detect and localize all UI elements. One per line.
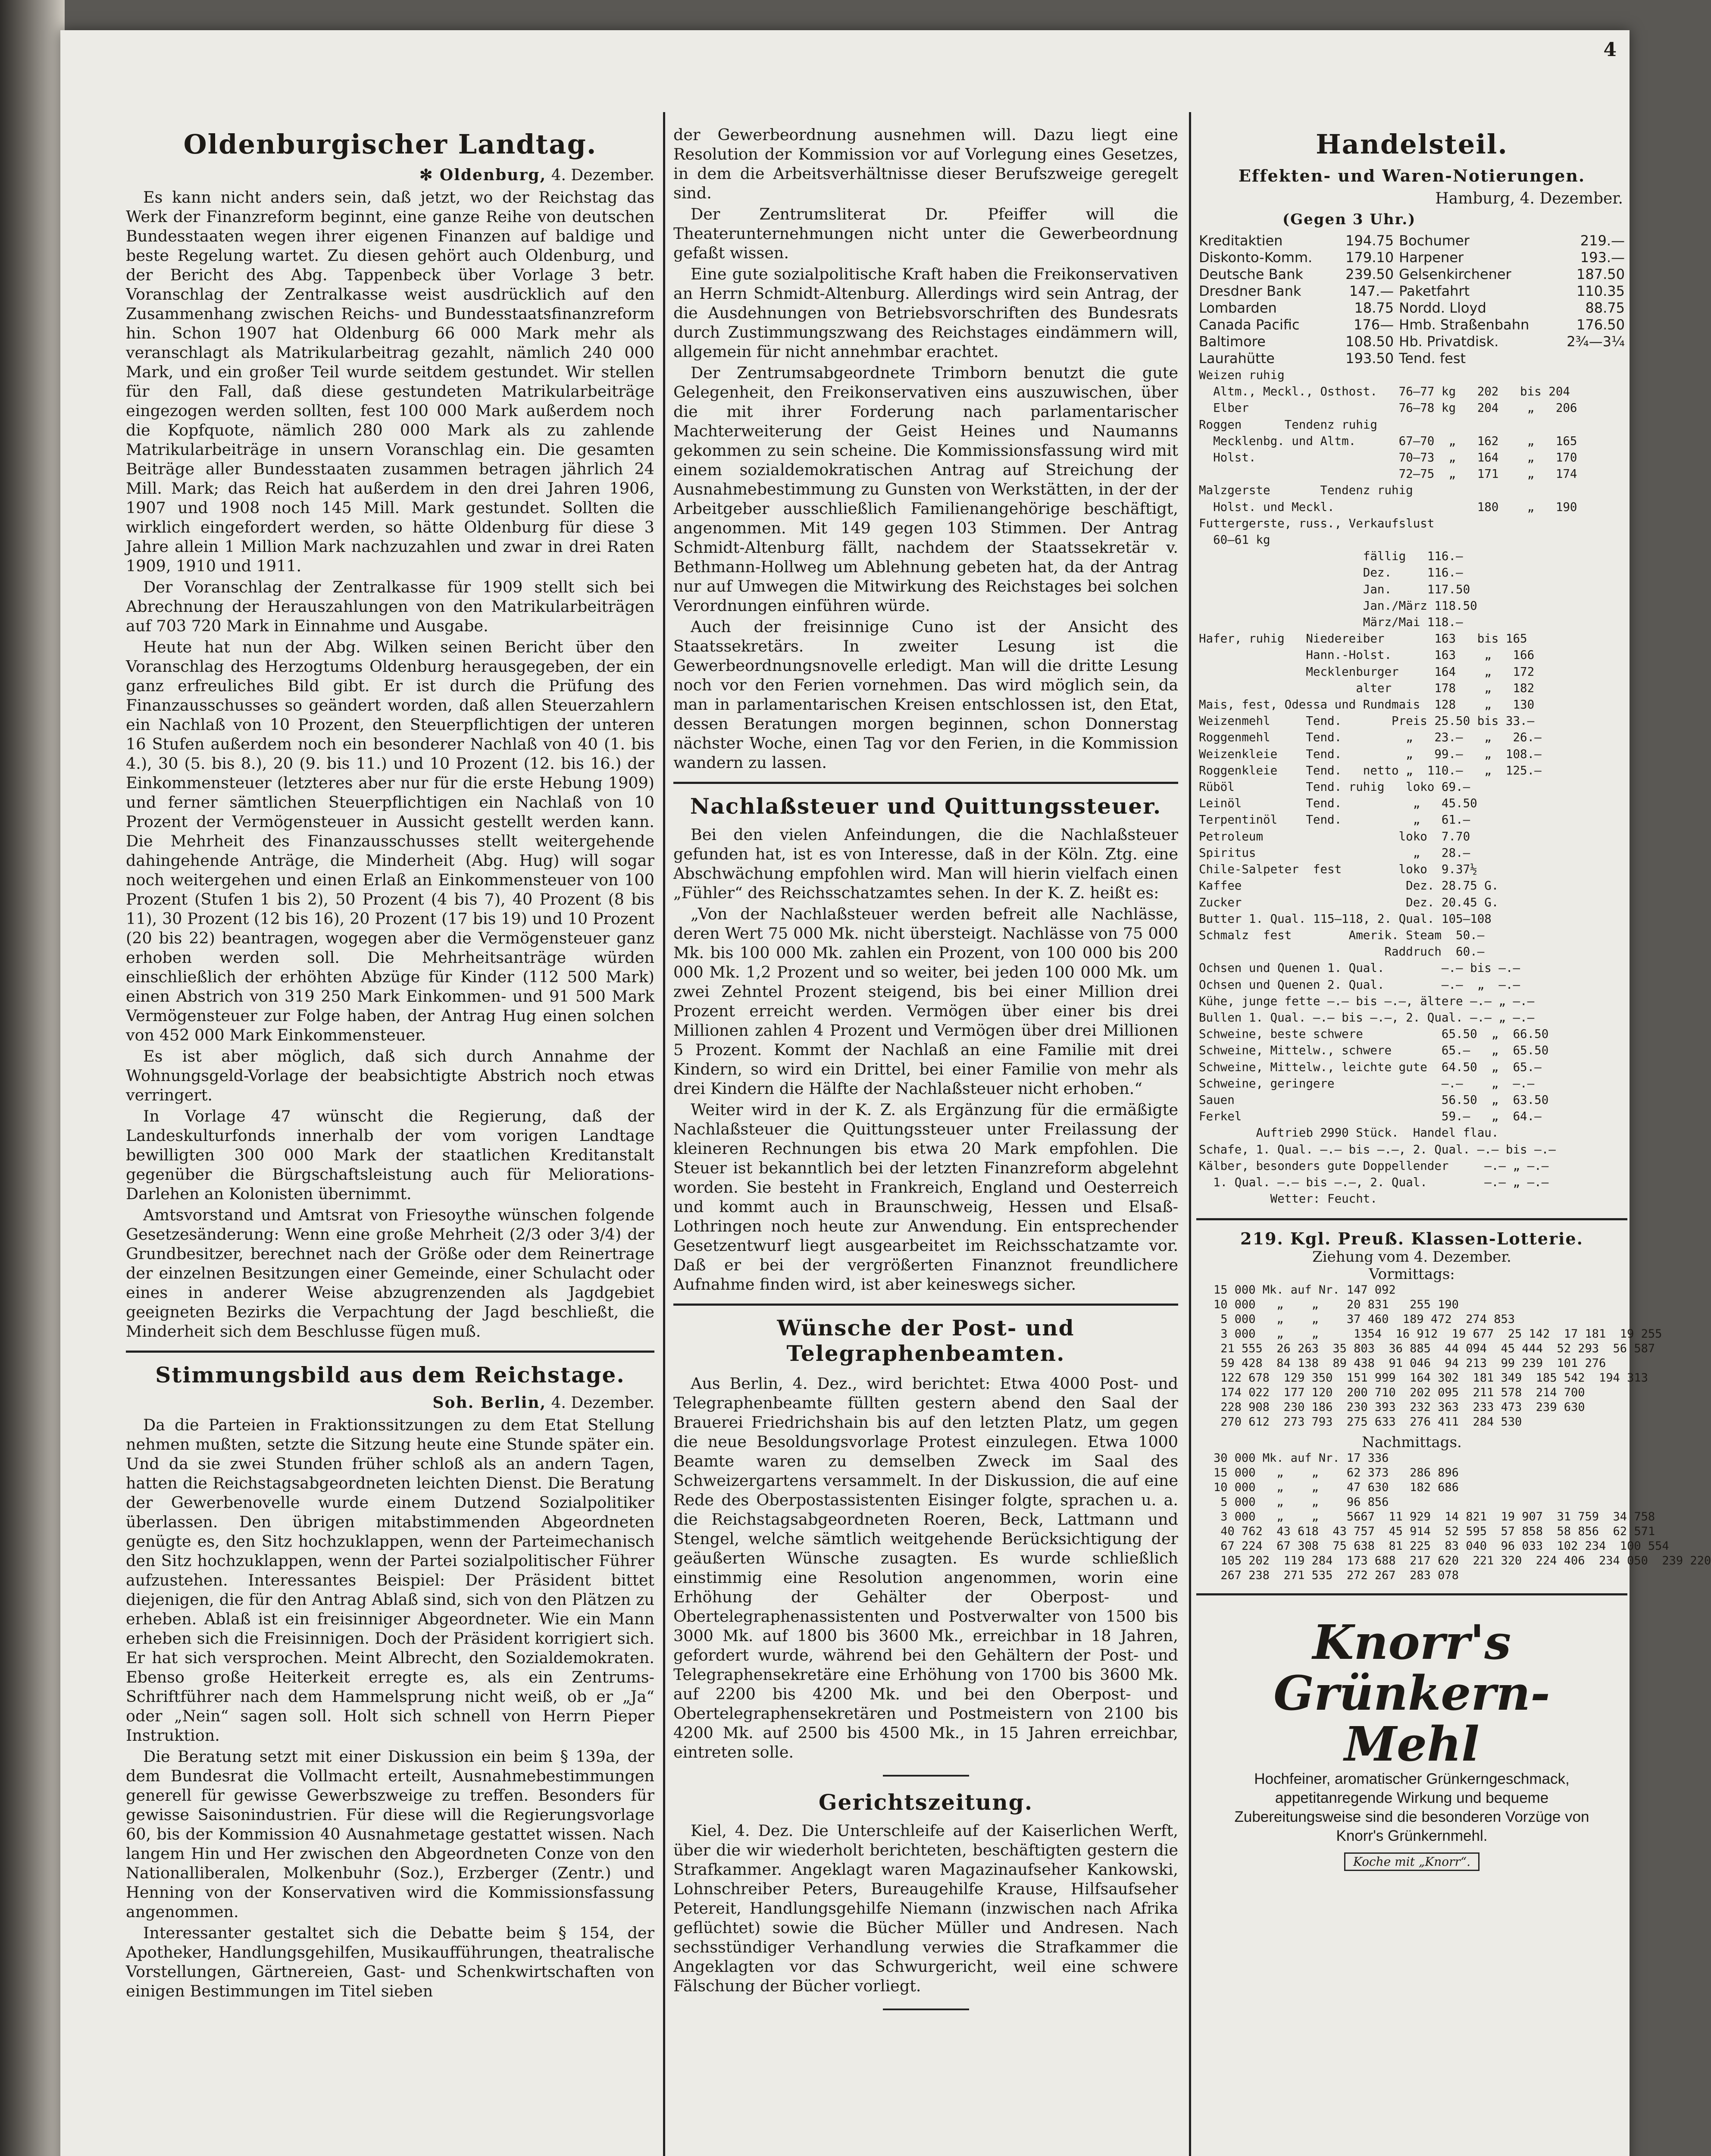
table-row xyxy=(1196,232,1627,249)
section-title-handelsteil: Handelsteil. xyxy=(1316,128,1508,160)
paragraph: Amtsvorstand und Amtsrat von Friesoythe wünschen folgende Gesetzesänderung: Wenn eine große Mehrheit (2/3 oder 3/4) der Grundbesitzer, berechnet nach der Größe oder dem Reinertrage der einzelnen Besitzungen einer Gemeinde, einer Schulacht oder eines in anderer Weise abzugrenzenden als Jagdgebiet geeigneten Bezirks die Verpachtung der Jagd beschließt, die Minderheit sich dem Beschlusse fügen muß. xyxy=(126,1206,654,1341)
table-row xyxy=(1196,350,1627,367)
commodity-line: Bullen 1. Qual. —.— bis —.—, 2. Qual. —.— „ —.— xyxy=(1199,1010,1535,1025)
stock-name: Nordd. Lloyd xyxy=(1399,300,1486,316)
stock-price: 193.50 xyxy=(1345,350,1394,367)
commodity-line: Butter 1. Qual. 115—118, 2. Qual. 105—108 xyxy=(1199,912,1492,926)
table-row xyxy=(1196,300,1627,317)
ad-logo-line: Knorr's xyxy=(1312,1614,1511,1670)
stock-name: Hb. Privatdisk. xyxy=(1399,333,1499,350)
stock-name: Laurahütte xyxy=(1199,350,1275,367)
short-rule xyxy=(883,1775,969,1777)
lottery-subtitle: Ziehung vom 4. Dezember. xyxy=(1312,1248,1511,1266)
commodity-line: Sauen 56.50 „ 63.50 xyxy=(1199,1093,1549,1107)
commodity-line: Kälber, besonders gute Doppellender —.— „ —.— xyxy=(1199,1159,1549,1173)
stock-name: Deutsche Bank xyxy=(1199,266,1303,282)
commodity-line: Hann.-Holst. 163 „ 166 xyxy=(1199,648,1535,662)
knorr-advertisement xyxy=(1214,1614,1610,1871)
commodity-line: Hafer, ruhig Niedereiber 163 bis 165 xyxy=(1199,632,1527,646)
stock-price: 147.— xyxy=(1349,283,1394,299)
stock-name: Dresdner Bank xyxy=(1199,283,1301,299)
commodity-line: Ochsen und Quenen 2. Qual. —.— „ —.— xyxy=(1199,978,1520,992)
commodity-list xyxy=(1196,367,1627,1207)
commodity-line: Altm., Meckl., Osthost. 76—77 kg 202 bis 204 xyxy=(1199,385,1570,399)
stock-price xyxy=(1554,350,1627,367)
article-separator xyxy=(126,1351,654,1353)
dateline-place: Soh. Berlin, xyxy=(432,1394,547,1412)
stock-price: 108.50 xyxy=(1345,333,1394,350)
section-separator xyxy=(1196,1218,1627,1220)
stock-name: Tend. fest xyxy=(1399,350,1466,367)
stock-name: Canada Pacific xyxy=(1199,317,1300,333)
stock-price: 176.50 xyxy=(1576,317,1625,333)
table-row xyxy=(1196,249,1627,266)
lottery-afternoon-heading: Nachmittags. xyxy=(1362,1434,1462,1451)
commodity-line: Kaffee Dez. 28.75 G. xyxy=(1199,879,1499,893)
paragraph: Aus Berlin, 4. Dez., wird berichtet: Etwa 4000 Post- und Telegraphenbeamte füllten gestern abend den Saal der Brauerei Friedrichshain bis auf den letzten Platz, um gegen die neue Besoldungsvorlage Protest einzulegen. Etwa 1000 Beamte waren zu demselben Zweck im Saal des Schweizergartens versammelt. In der Diskussion, die auf eine Rede des Oberpostassistenten Eisinger folgte, sprachen u. a. die Reichstagsabgeordneten Roeren, Beck, Lattmann und Stengel, welche sämtlich weitgehende Berücksichtigung der geäußerten Wünsche zusagten. Es wurde schließlich einstimmig eine Resolution angenommen, worin eine Erhöhung der Gehälter der Oberpost- und Obertelegraphenassistenten und Postverwalter von 1500 bis 3000 Mk. auf 1800 bis 3600 Mk., erreichbar in 18 Jahren, gefordert wurde, während bei den Gehältern der Post- und Telegraphensekretäre eine Erhöhung von 1700 bis 3600 Mk. auf 2200 bis 4200 Mk. und bei den Oberpost- und Obertelegraphensekretären und Postmeistern von 2100 bis 4200 Mk. auf 2500 bis 4500 Mk., in 15 Jahren erreichbar, eintreten solle. xyxy=(673,1374,1178,1761)
commodity-line: Schweine, geringere —.— „ —.— xyxy=(1199,1076,1535,1091)
commodity-line: Ferkel 59.— „ 64.— xyxy=(1199,1109,1542,1124)
commodity-line: alter 178 „ 182 xyxy=(1199,681,1535,695)
stock-name: Kreditaktien xyxy=(1199,232,1283,249)
stock-price: 193.— xyxy=(1580,249,1625,266)
commodity-line: Schweine, beste schwere 65.50 „ 66.50 xyxy=(1199,1027,1549,1041)
commodity-line: Holst. 70—73 „ 164 „ 170 xyxy=(1199,451,1577,465)
column-2 xyxy=(664,125,1188,2023)
commodity-line: 72—75 „ 171 „ 174 xyxy=(1199,467,1577,481)
commodity-line: Kühe, junge fette —.— bis —.—, ältere —.— „ —.— xyxy=(1199,994,1535,1008)
commodity-line: Rüböl Tend. ruhig loko 69.— xyxy=(1199,780,1470,794)
stock-price: 194.75 xyxy=(1345,232,1394,249)
paragraph: Kiel, 4. Dez. Die Unterschleife auf der Kaiserlichen Werft, über die wir wiederholt berichteten, beschäftigten gestern die Strafkammer. Angeklagt waren Magazinaufseher Kankowski, Lohnschreiber Peters, Bureaugehilfe Krause, Hilfsaufseher Petereit, Handlungsgehilfe Niemann (inzwischen nach Afrika geflüchtet) sowie die Bücher Müller und Andresen. Nach sechsstündiger Verhandlung verwies die Strafkammer die Angeklagten vor das Schwurgericht, weil eine schwere Fälschung der Bücher vorliegt. xyxy=(673,1821,1178,1995)
stock-price: 187.50 xyxy=(1576,266,1625,282)
page-number: 4 xyxy=(1603,39,1617,61)
stock-price: 176— xyxy=(1354,317,1394,333)
dateline-date: 4. Dezember. xyxy=(551,166,654,184)
stock-name: Diskonto-Komm. xyxy=(1199,249,1313,266)
commodity-line: Weizenkleie Tend. „ 99.— „ 108.— xyxy=(1199,747,1542,761)
stock-price: 239.50 xyxy=(1345,266,1394,282)
ad-stamp: Koche mit „Knorr“. xyxy=(1344,1852,1480,1871)
commodity-line: fällig 116.— xyxy=(1199,549,1463,564)
dateline-landtag xyxy=(126,166,654,184)
lottery-title: 219. Kgl. Preuß. Klassen-Lotterie. xyxy=(1240,1229,1583,1249)
stock-name: Gelsenkirchener xyxy=(1399,266,1511,282)
article-title-post xyxy=(673,1315,1178,1366)
stock-price: 110.35 xyxy=(1576,283,1625,299)
lottery-morning-heading: Vormittags: xyxy=(1369,1266,1455,1283)
commodity-line: März/Mai 118.— xyxy=(1199,615,1463,630)
commodity-line: Petroleum loko 7.70 xyxy=(1199,829,1470,843)
paragraph: Der Zentrumsabgeordnete Trimborn benutzt die gute Gelegenheit, den Freikonservativen eins auszuwischen, über die mit ihrer Forderung nach parlamentarischer Machterweiterung der Geist Heines und Naumanns gekommen zu sein scheine. Die Kommissionsfassung wird mit einem sozialdemokratischen Antrag auf Streichung der Ausnahmebestimmung zu Gunsten von Werkstätten, in der der Arbeitgeber ausschließlich Familienangehörige beschäftigt, angenommen. Mit 149 gegen 103 Stimmen. Der Antrag Schmidt-Altenburg fällt, nachdem der Staatssekretär v. Bethmann-Hollweg um Ablehnung gebeten hat, da der Antrag nur auf Umwegen die Mitwirkung des Reichstages bei solchen Verordnungen einführen würde. xyxy=(673,364,1178,615)
commodity-line: Mecklenburger 164 „ 172 xyxy=(1199,664,1535,679)
commodity-line: Wetter: Feucht. xyxy=(1199,1192,1377,1206)
commodity-line: Jan. 117.50 xyxy=(1199,582,1470,596)
table-row xyxy=(1196,333,1627,350)
stock-name: Hmb. Straßenbahn xyxy=(1399,317,1530,333)
stock-name: Bochumer xyxy=(1399,232,1470,249)
commodity-line: Leinöl Tend. „ 45.50 xyxy=(1199,796,1477,811)
dateline-date: 4. Dezember. xyxy=(551,1394,654,1412)
commodity-line: Mais, fest, Odessa und Rundmais 128 „ 130 xyxy=(1199,698,1535,712)
table-row xyxy=(1196,266,1627,283)
ad-logo-line: Mehl xyxy=(1344,1716,1480,1772)
article-separator xyxy=(673,782,1178,784)
paragraph: Interessanter gestaltet sich die Debatte beim § 154, der Apotheker, Handlungsgehilfen, Musikaufführungen, theatralische Vorstellungen, Gärtnereien, Gast- und Schenkwirtschaften von einigen Bestimmungen im Titel sieben xyxy=(126,1924,654,2000)
commodity-line: Schweine, Mittelw., leichte gute 64.50 „ 65.— xyxy=(1199,1060,1542,1074)
paragraph: Heute hat nun der Abg. Wilken seinen Bericht über den Voranschlag des Herzogtums Oldenburg herausgegeben, der ein ganz erfreuliches Bild gibt. Er ist durch die Prüfung des Finanzausschusses so geändert worden, daß allen Steuerzahlern ein Nachlaß von 10 Prozent, den Steuerpflichtigen der unteren 16 Stufen außerdem noch ein besonderer Nachlaß von 40 (1. bis 4.), 30 (5. bis 8.), 20 (9. bis 11.) und 10 Prozent (12. bis 16.) der Einkommensteuer (letzteres aber nur für die erste Hebung 1909) und ferner sämtlichen Steuerpflichtigen ein Nachlaß von 10 Prozent der Vermögensteuer in Aussicht gestellt werden kann. Die Mehrheit des Finanzausschusses stellt weitergehende dahingehende Anträge, die Minderheit (Abg. Hug) will sogar noch weitergehen und einen Erlaß an Einkommensteuer von 100 Prozent (Stufen 1 bis 2), 50 Prozent (4 bis 7), 40 Prozent (8 bis 11), 30 Prozent (12 bis 16), 20 Prozent (17 bis 19) und 10 Prozent (20 bis 22) beantragen, wogegen aber die Vermögensteuer ganz erhoben werden soll. Die Mehrheitsanträge würden einschließlich der erhöhten Abzüge für Kinder (112 500 Mark) einen Abstrich von 319 250 Mark Einkommen- und 91 500 Mark Vermögensteuer zur Folge haben, der Antrag Hug einen solchen von 452 000 Mark Einkommensteuer. xyxy=(126,638,654,1044)
paragraph: Bei den vielen Anfeindungen, die die Nachlaßsteuer gefunden hat, ist es von Interesse, daß in der Köln. Ztg. eine Abschwächung empfohlen wird. Man will hierin vielfach einen „Fühler“ des Reichsschatzamtes sehen. In der K. Z. heißt es: xyxy=(673,825,1178,902)
commodity-line: Roggenkleie Tend. netto „ 110.— „ 125.— xyxy=(1199,763,1542,777)
commodity-line: Weizenmehl Tend. Preis 25.50 bis 33.— xyxy=(1199,714,1535,728)
title-line: Wünsche der Post- und xyxy=(777,1315,1075,1341)
paragraph: In Vorlage 47 wünscht die Regierung, daß der Landeskulturfonds innerhalb der vom vorigen Landtage bewilligten 300 000 Mark der staatlichen Kreditanstalt gegenüber die Bürgschaftsleistung auch für Meliorations-Darlehen an Kolonisten übernimmt. xyxy=(126,1107,654,1203)
market-dateline: Hamburg, 4. Dezember. xyxy=(1435,190,1623,207)
commodity-line: Roggenmehl Tend. „ 23.— „ 26.— xyxy=(1199,730,1542,745)
stock-price: 2¾—3¼ xyxy=(1567,333,1625,350)
stock-name: Paketfahrt xyxy=(1399,283,1470,299)
lottery-morning-numbers: 15 000 Mk. auf Nr. 147 092 10 000 „ „ 20 831 255 190 5 000 „ „ 37 460 189 472 274 853 3 000 „ „ 1354 16 912 19 677 25 142 17 181 19 255 21 555 26 263 35 803 36 885 44 094 45 444 52 293 56 587 59 428 84 138 89 438 91 046 94 213 99 239 101 276 122 678 129 350 151 999 164 302 181 349 185 542 194 313 174 022 177 120 200 710 202 095 211 578 214 700 228 908 230 186 230 393 232 363 233 473 239 630 270 612 273 793 275 633 276 411 284 530 xyxy=(1214,1283,1662,1429)
stock-price: 219.— xyxy=(1580,232,1625,249)
commodity-line: Weizen ruhig xyxy=(1199,368,1285,382)
lottery-afternoon-numbers: 30 000 Mk. auf Nr. 17 336 15 000 „ „ 62 373 286 896 10 000 „ „ 47 630 182 686 5 000 „ „ 96 856 3 000 „ „ 5667 11 929 14 821 19 907 31 759 34 758 40 762 43 618 43 757 45 914 52 595 57 858 58 856 62 571 67 224 67 308 75 638 81 225 83 040 96 033 102 234 100 554 105 202 119 284 173 688 217 620 221 320 224 406 234 050 239 220 267 238 271 535 272 267 283 078 xyxy=(1214,1451,1711,1583)
article-title-reichstag: Stimmungsbild aus dem Reichstage. xyxy=(155,1362,625,1388)
commodity-line: Chile-Salpeter fest loko 9.37½ xyxy=(1199,862,1477,877)
stock-name: Lombarden xyxy=(1199,300,1277,316)
commodity-line: Raddruch 60.— xyxy=(1199,945,1485,959)
article-title-gericht: Gerichtszeitung. xyxy=(818,1789,1033,1815)
commodity-line: Schweine, Mittelw., schwere 65.— „ 65.50 xyxy=(1199,1044,1549,1058)
commodity-line: Futtergerste, russ., Verkaufslust xyxy=(1199,516,1435,530)
article-title-nachlass: Nachlaßsteuer und Quittungssteuer. xyxy=(690,793,1162,819)
section-separator xyxy=(1196,1593,1627,1595)
column-rule-right xyxy=(1189,112,1191,2156)
column-3 xyxy=(1196,125,1711,1871)
stock-table xyxy=(1196,232,1627,367)
commodity-line: 60—61 kg xyxy=(1199,533,1270,547)
commodity-line: Elber 76—78 kg 204 „ 206 xyxy=(1199,401,1577,415)
commodity-line: Malzgerste Tendenz ruhig xyxy=(1199,483,1413,498)
paragraph: Der Zentrumsliterat Dr. Pfeiffer will die Theaterunternehmungen nicht unter die Gewerbeordnung gefaßt wissen. xyxy=(673,205,1178,262)
paragraph: Es ist aber möglich, daß sich durch Annahme der Wohnungsgeld-Vorlage der beabsichtigte Abstrich noch etwas verringert. xyxy=(126,1047,654,1104)
commodity-line: Auftrieb 2990 Stück. Handel flau. xyxy=(1199,1126,1499,1140)
section-subtitle: Effekten- und Waren-Notierungen. xyxy=(1238,166,1586,185)
paragraph: Da die Parteien in Fraktionssitzungen zu dem Etat Stellung nehmen mußten, setzte die Sitzung heute eine Stunde später ein. Und da sie zwei Stunden früher schloß als an andern Tagen, hatten die Reichstagsabgeordneten leichten Dienst. Die Beratung der Gewerbenovelle wurde einem Dutzend Sozialpolitiker überlassen. Den übrigen mitabstimmenden Abgeordneten genügte es, den Sitz hochzuklappen, wenn der Parteimechanisch den Sitz hochzuklappen, wenn der Partei sozialpolitischer Führer aufzustehen. Interessantes Beispiel: Der Präsident bittet diejenigen, die für den Antrag Ablaß sind, sich von den Plätzen zu erheben. Ablaß ist ein freisinniger Abgeordneter. Wie ein Mann erheben sich die Freisinnigen. Doch der Präsident korrigiert sich. Er hat sich versprochen. Meint Albrecht, den Sozialdemokraten. Ebenso große Heiterkeit erregte es, als ein Zentrums-Schriftführer nach dem Hammelsprung nicht weiß, ob er „Ja“ oder „Nein“ sagen soll. Holt sich schnell von Herrn Pieper Instruktion. xyxy=(126,1416,654,1745)
ad-logo xyxy=(1214,1614,1610,1772)
commodity-line: Terpentinöl Tend. „ 61.— xyxy=(1199,813,1470,827)
stock-price: 18.75 xyxy=(1354,300,1394,316)
commodity-line: Roggen Tendenz ruhig xyxy=(1199,417,1377,432)
newspaper-page xyxy=(60,30,1711,2156)
book-spine xyxy=(0,0,65,2156)
commodity-line: Schmalz fest Amerik. Steam 50.— xyxy=(1199,928,1485,942)
commodity-line: Dez. 116.— xyxy=(1199,566,1463,580)
stock-price: 179.10 xyxy=(1345,249,1394,266)
stock-price: 88.75 xyxy=(1585,300,1625,316)
commodity-line: Zucker Dez. 20.45 G. xyxy=(1199,895,1499,909)
title-line: Telegraphenbeamten. xyxy=(786,1341,1065,1366)
commodity-line: Jan./März 118.50 xyxy=(1199,599,1477,613)
paragraph: Die Beratung setzt mit einer Diskussion ein beim § 139a, der dem Bundesrat die Vollmacht erteilt, Ausnahmebestimmungen generell für gewisse Gewerbszweige zu treffen. Besonders für gewisse Saisonindustrien. Für diese will die Regierungsvorlage 60, bis der Kommission 40 Ausnahmetage gestattet wissen. Nach langem Hin und Her zwischen den Abgeordneten Conze von den Nationalliberalen, Molkenbuhr (Soz.), Erzberger (Zentr.) und Henning von der Konservativen wird die Kommissionsfassung angenommen. xyxy=(126,1747,654,1921)
paragraph: Weiter wird in der K. Z. als Ergänzung für die ermäßigte Nachlaßsteuer die Quittungssteuer unter Freilassung der kleineren Rechnungen bis etwa 20 Mark empfohlen. Die Steuer ist bekanntlich bei der letzten Finanzreform abgelehnt worden. Sie besteht in Frankreich, England und Oesterreich und kommt auch in Braunschweig, Hessen und Elsaß-Lothringen noch heute zur Anwendung. Ein entsprechender Gesetzentwurf liegt ausgearbeitet im Reichsschatzamte vor. Daß er bei der vergrößerten Finanznot freundlichere Aufnahme finden wird, ist aber keineswegs sicher. xyxy=(673,1100,1178,1294)
dateline-reichstag xyxy=(126,1394,654,1412)
column-1 xyxy=(116,125,664,2002)
paragraph: Auch der freisinnige Cuno ist der Ansicht des Staatssekretärs. In zweiter Lesung ist die Gewerbeordnungsnovelle erledigt. Man will die dritte Lesung noch vor den Ferien vornehmen. Das wird möglich sein, da man in parlamentarischen Kreisen entschlossen ist, den Etat, dessen Beratungen morgen beginnen, schon Donnerstag nächster Woche, einen Tag vor den Ferien, in die Kommission wandern zu lassen. xyxy=(673,617,1178,772)
commodity-line: Schafe, 1. Qual. —.— bis —.—, 2. Qual. —.— bis —.— xyxy=(1199,1142,1556,1156)
stock-name: Harpener xyxy=(1399,249,1464,266)
stock-name: Baltimore xyxy=(1199,333,1266,350)
commodity-line: Mecklenbg. und Altm. 67—70 „ 162 „ 165 xyxy=(1199,434,1577,448)
short-rule xyxy=(883,2009,969,2010)
commodity-line: Holst. und Meckl. 180 „ 190 xyxy=(1199,500,1577,514)
dateline-place: ✻ Oldenburg, xyxy=(419,166,547,184)
paragraph: Der Voranschlag der Zentralkasse für 1909 stellt sich bei Abrechnung der Herauszahlungen von den Matrikularbeiträgen auf 703 720 Mark in Einnahme und Ausgabe. xyxy=(126,578,654,635)
article-separator xyxy=(673,1304,1178,1306)
commodity-line: Ochsen und Quenen 1. Qual. —.— bis —.— xyxy=(1199,961,1520,975)
market-time: (Gegen 3 Uhr.) xyxy=(1282,211,1416,228)
commodity-line: Spiritus „ 28.— xyxy=(1199,846,1470,860)
article-title-landtag: Oldenburgischer Landtag. xyxy=(183,128,597,160)
table-row xyxy=(1196,283,1627,300)
paragraph: Eine gute sozialpolitische Kraft haben die Freikonservativen an Herrn Schmidt-Altenburg. Allerdings wird sein Antrag, der die Ausdehnungen von Betriebsvorschriften des Bundesrats durch Zustimmungszwang des Reichstages eindämmern will, allgemein für nicht annehmbar erachtet. xyxy=(673,265,1178,361)
paragraph: „Von der Nachlaßsteuer werden befreit alle Nachlässe, deren Wert 75 000 Mk. nicht übersteigt. Nachlässe von 75 000 Mk. bis 100 000 Mk. zahlen ein Prozent, von 100 000 bis 200 000 Mk. 1,2 Prozent und so weiter, bei jeden 100 000 Mk. um zwei Zehntel Prozent steigend, bis bei einer Million drei Prozent erreicht werden. Vermögen über einer bis drei Millionen zahlen 4 Prozent und Vermögen über drei Millionen 5 Prozent. Kommt der Nachlaß an eine Familie mit drei Kindern, so wird ein Drittel, bei einer Familie von mehr als drei Kindern die Hälfte der Nachlaßsteuer nicht erhoben.“ xyxy=(673,905,1178,1098)
paragraph: der Gewerbeordnung ausnehmen will. Dazu liegt eine Resolution der Kommission vor auf Vorlegung eines Gesetzes, in dem die Arbeitsverhältnisse dieser Berufszweige geregelt sind. xyxy=(673,125,1178,202)
table-row xyxy=(1196,317,1627,333)
ad-text: Hochfeiner, aromatischer Grünkerngeschmack, appetitanregende Wirkung und bequeme Zubereitungsweise sind die besonderen Vorzüge von Knorr's Grünkernmehl. xyxy=(1234,1771,1589,1845)
commodity-line: 1. Qual. —.— bis —.—, 2. Qual. —.— „ —.— xyxy=(1199,1175,1549,1189)
paragraph: Es kann nicht anders sein, daß jetzt, wo der Reichstag das Werk der Finanzreform beginnt, eine ganze Reihe von deutschen Bundesstaaten wegen ihrer eigenen Finanzen auf baldige und beste Regelung wartet. Zu diesen gehört auch Oldenburg, und der Bericht des Abg. Tappenbeck über Vorlage 3 betr. Voranschlag der Zentralkasse weist ausdrücklich auf den Zusammenhang zwischen Reichs- und Bundesstaatsfinanzreform hin. Schon 1907 hat Oldenburg 66 000 Mark mehr als veranschlagt als Matrikularbeitrag gezahlt, nämlich 240 000 Mark, und ein großer Teil wurde seitdem gestundet. Wir stellen für den Fall, daß diese gestundeten Matrikularbeiträge eingezogen werden sollten, fest 100 000 Mark außerdem noch die Kopfquote, nämlich 280 000 Mark als zu zahlende Matrikularbeiträge in unsern Voranschlag ein. Die gesamten Beiträge aller Bundesstaaten zusammen betragen jährlich 24 Mill. Mark; das Reich hat außerdem in den drei Jahren 1906, 1907 und 1908 noch 145 Mill. Mark gestundet. Sollten die wirklich eingefordert werden, so hätte Oldenburg für diese 3 Jahre allein 1 Million Mark nachzuzahlen und zwar in drei Raten 1909, 1910 und 1911. xyxy=(126,188,654,575)
ad-logo-line: Grünkern- xyxy=(1273,1665,1550,1721)
